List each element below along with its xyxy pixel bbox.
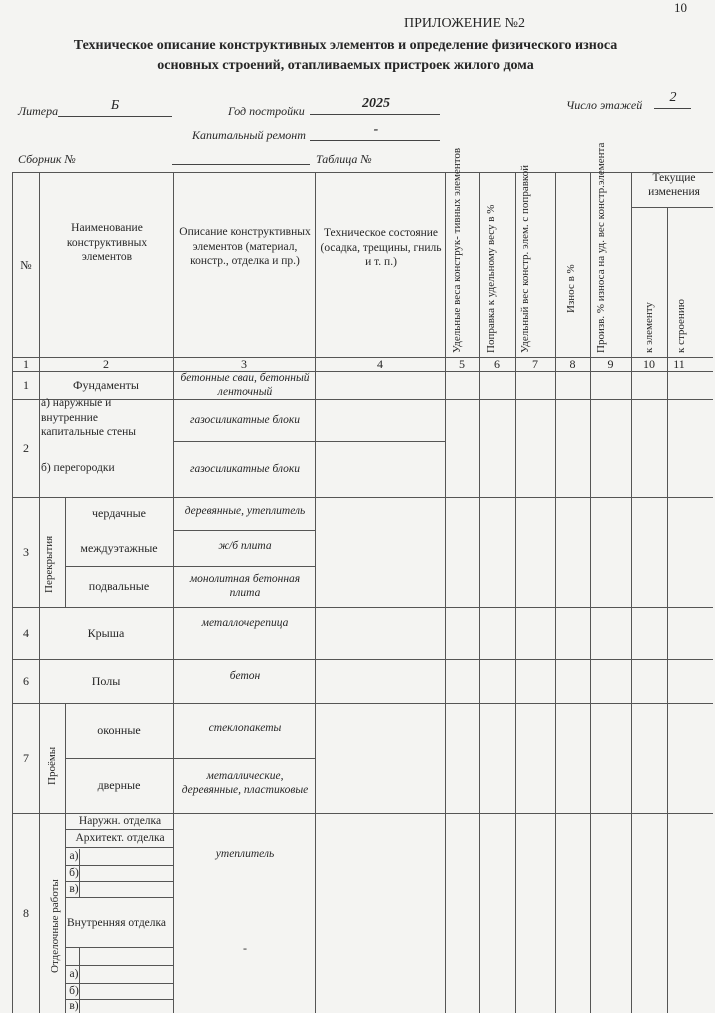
repair-value: -: [373, 122, 379, 137]
litera-label: Литера: [18, 104, 59, 118]
header-specific-weight: Удельные веса конструк- тивных элементов: [451, 147, 463, 353]
header-current-changes: Текущие изменения: [648, 171, 700, 198]
row-number: 8: [23, 905, 29, 920]
row-name: в): [69, 999, 79, 1012]
col-number: 3: [241, 356, 247, 371]
row-description: -: [243, 940, 247, 955]
row-name: б): [69, 984, 79, 997]
header-element-name: Наименование конструктивных элементов: [66, 222, 148, 264]
row-divider: [65, 847, 173, 848]
row-number: 4: [23, 625, 29, 640]
row-description: бетонные сваи, бетонный ленточный: [180, 371, 310, 398]
row-number: 7: [23, 750, 29, 765]
row-divider: [65, 999, 173, 1000]
litera-underline: [58, 116, 172, 117]
appendix-title: ПРИЛОЖЕНИЕ №2: [404, 16, 525, 31]
title-line-1: Техническое описание конструктивных элементов и определение физического износа: [73, 38, 618, 53]
group-label: Отделочные работы: [49, 879, 61, 973]
row-divider: [631, 207, 713, 208]
floors-value: 2: [669, 90, 677, 105]
row-description: бетон: [229, 669, 261, 682]
table-number-label: Таблица №: [316, 152, 372, 166]
row-name: оконные: [97, 723, 141, 737]
year-value: 2025: [362, 96, 390, 111]
col-divider: [39, 173, 40, 1013]
header-wear-product: Произв. % износа на уд. вес констр.элемента: [595, 142, 607, 353]
row-name: междуэтажные: [80, 540, 158, 555]
row-number: 3: [23, 544, 29, 559]
row-description: газосиликатные блоки: [189, 462, 301, 475]
row-name: Наружн. отделка: [78, 814, 162, 827]
header-to-building: к строению: [675, 299, 687, 353]
col-number: 1: [23, 356, 29, 371]
header-weight-corrected: Удельный вес констр. элем. с поправкой: [519, 164, 531, 353]
header-condition: Техническое состояние (осадка, трещины, гниль и т. п.): [320, 227, 442, 269]
row-name: Внутренняя отделка: [67, 916, 167, 929]
row-name: дверные: [97, 778, 141, 792]
row-divider: [65, 881, 173, 882]
row-name: Фундаменты: [73, 377, 139, 392]
row-number: 6: [23, 673, 29, 688]
title-line-2: основных строений, отапливаемых пристроек жилого дома: [157, 58, 534, 73]
header-description: Описание конструктивных элементов (материал, констр., отделка и пр.): [179, 226, 311, 268]
col-divider: [173, 173, 174, 1013]
row-name: б): [69, 866, 79, 879]
floors-label: Число этажей: [566, 98, 643, 112]
row-name: Архитект. отделка: [75, 831, 165, 844]
header-correction: Поправка к удельному весу в %: [485, 204, 497, 353]
row-name: чердачные: [92, 506, 146, 520]
row-description: деревянные, утеплитель: [184, 504, 306, 517]
row-description: металлические, деревянные, пластиковые: [181, 769, 309, 796]
col-divider: [315, 173, 316, 1013]
row-divider: [65, 983, 173, 984]
col-number: 4: [377, 356, 383, 371]
row-divider: [65, 965, 173, 966]
col-divider: [631, 173, 632, 1013]
row-description: ж/б плита: [218, 539, 272, 552]
row-number: 2: [23, 440, 29, 455]
header-wear: Износ в %: [565, 264, 577, 313]
page-number: 10: [674, 0, 687, 15]
col-number: 9: [607, 356, 614, 371]
group-label: Перекрытия: [43, 535, 55, 593]
col-divider: [555, 173, 556, 1013]
row-description: газосиликатные блоки: [189, 413, 301, 426]
row-name: подвальные: [88, 579, 150, 593]
col-number: 5: [459, 356, 465, 371]
row-divider: [65, 865, 173, 866]
col-number: 6: [494, 356, 500, 371]
col-number: 7: [532, 356, 538, 371]
row-name: Полы: [91, 673, 121, 688]
row-description: металлочерепица: [201, 616, 289, 629]
col-number: 11: [673, 356, 685, 371]
repair-label: Капитальный ремонт: [192, 128, 306, 142]
repair-underline: [310, 140, 440, 141]
col-number: 2: [103, 356, 109, 371]
year-underline: [310, 114, 440, 115]
collection-label: Сборник №: [18, 152, 76, 166]
row-name: Крыша: [87, 625, 125, 640]
col-divider: [667, 207, 668, 1013]
floors-underline: [654, 108, 691, 109]
collection-underline: [172, 164, 310, 165]
group-label: Проёмы: [46, 746, 58, 785]
col-divider: [515, 173, 516, 1013]
col-number: 10: [643, 356, 655, 371]
row-name: а) наружные и внутренние капитальные стены: [41, 397, 137, 439]
row-name: в): [69, 882, 79, 895]
year-label: Год постройки: [228, 104, 305, 118]
header-number: №: [20, 257, 32, 272]
row-number: 1: [23, 377, 29, 392]
col-divider: [445, 173, 446, 1013]
col-divider: [590, 173, 591, 1013]
row-description: стеклопакеты: [208, 721, 282, 734]
row-description: утеплитель: [215, 847, 275, 860]
header-to-element: к элементу: [643, 302, 655, 353]
litera-value: Б: [110, 98, 120, 113]
col-divider: [479, 173, 480, 1013]
row-description: монолитная бетонная плита: [189, 572, 301, 599]
row-name: а): [69, 849, 79, 862]
col-number: 8: [569, 356, 576, 371]
row-name: а): [69, 967, 79, 980]
row-divider: [65, 897, 173, 898]
row-name: б) перегородки: [41, 461, 115, 474]
row-divider: [65, 947, 173, 948]
